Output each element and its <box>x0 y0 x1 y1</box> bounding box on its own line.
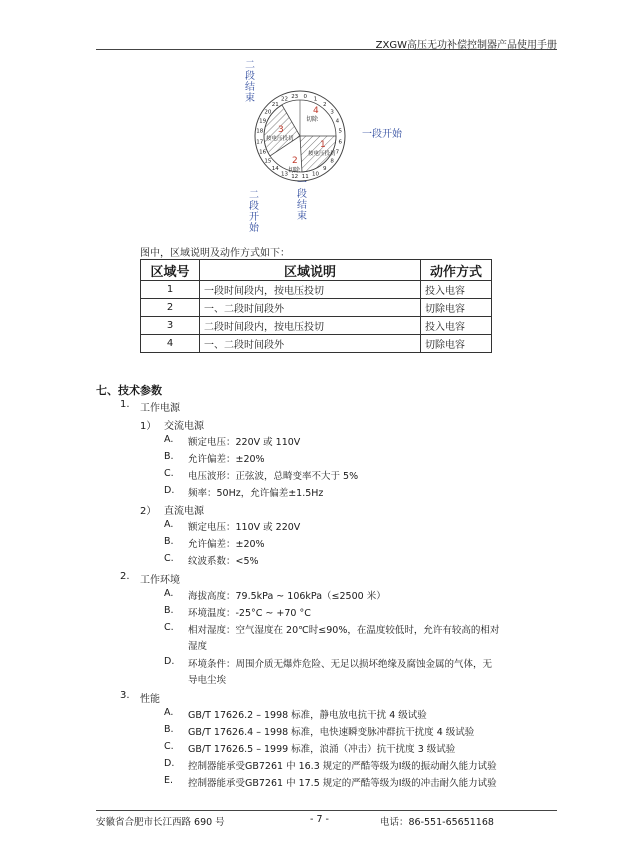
page-number: - 7 - <box>310 814 329 825</box>
power-label: 工作电源 <box>140 403 180 414</box>
table-caption: 图中，区域说明及动作方式如下： <box>140 248 290 259</box>
footer-address: 安徽省合肥市长江西路 690 号 <box>96 817 225 828</box>
list-item: 额定电压：110V 或 220V <box>188 522 301 533</box>
dial-tick-label: 3 <box>330 109 334 116</box>
dial-tick-label: 6 <box>338 139 342 146</box>
header-action: 动作方式 <box>421 260 492 281</box>
perf-num: 3. <box>120 690 130 701</box>
table-row: 4 一、二段时间段外 切除电容 <box>141 335 492 353</box>
list-item: 允许偏差：±20% <box>188 539 265 550</box>
dial-tick-label: 22 <box>281 96 288 103</box>
dial-tick-label: 21 <box>271 101 279 108</box>
dial-tick-label: 11 <box>301 174 309 181</box>
list-item-letter: D. <box>164 758 175 769</box>
list-item-letter: C. <box>164 468 174 479</box>
dial-tick-label: 8 <box>330 158 334 165</box>
dial-tick-label: 0 <box>303 93 308 100</box>
list-item-letter: D. <box>164 485 175 496</box>
power-num: 1. <box>120 399 130 410</box>
label-seg1-end: 一 段 结 束 <box>297 178 307 222</box>
dial-tick-label: 14 <box>271 166 279 173</box>
list-item: 允许偏差：±20% <box>188 454 265 465</box>
list-item: 额定电压：220V 或 110V <box>188 437 301 448</box>
header-rule <box>96 49 557 50</box>
perf-label: 性能 <box>140 694 160 705</box>
list-item-letter: D. <box>164 656 175 667</box>
region-table <box>140 259 492 353</box>
list-item-letter: A. <box>164 588 174 599</box>
table-row: 1 一段时间段内，按电压投切 投入电容 <box>141 281 492 299</box>
dial-tick-label: 1 <box>313 96 318 103</box>
dial-tick-label: 13 <box>281 171 288 178</box>
list-item-letter: C. <box>164 553 174 564</box>
dial-tick-label: 9 <box>322 166 327 173</box>
list-item: GB/T 17626.2 – 1998 标准，静电放电抗干扰 4 级试验 <box>188 710 427 721</box>
list-item-continued: 湿度 <box>188 641 208 652</box>
env-num: 2. <box>120 571 130 582</box>
list-item: 电压波形：正弦波，总畸变率不大于 5% <box>188 471 359 482</box>
list-item: 相对湿度：空气湿度在 20℃时≤90%，在温度较低时，允许有较高的相对 <box>188 625 500 636</box>
dial-tick-label: 16 <box>259 149 267 156</box>
header-title: ZXGW高压无功补偿控制器产品使用手册 <box>375 40 557 51</box>
dc-num: 2） <box>140 506 157 517</box>
list-item-letter: A. <box>164 519 174 530</box>
list-item-letter: B. <box>164 605 174 616</box>
dial-tick-label: 23 <box>291 93 299 100</box>
list-item: 控制器能承受GB7261 中 16.3 规定的严酷等级为Ⅰ级的振动耐久能力试验 <box>188 761 497 772</box>
list-item-letter: E. <box>164 775 174 786</box>
region-2-number: 2 <box>292 156 298 166</box>
dial-tick-label: 10 <box>312 171 319 178</box>
dial-tick-label: 4 <box>335 118 340 125</box>
list-item-letter: B. <box>164 536 174 547</box>
table-header-row <box>141 260 492 281</box>
dial-tick-label: 15 <box>264 158 272 165</box>
env-label: 工作环境 <box>140 575 180 586</box>
dial-tick-label: 17 <box>256 139 264 146</box>
dc-label: 直流电源 <box>164 506 204 517</box>
region-3-text: 按电压投切 <box>266 136 294 142</box>
label-seg1-start: 一段开始 <box>362 129 402 140</box>
dial-tick-label: 2 <box>322 101 327 108</box>
list-item: 海拔高度：79.5kPa ~ 106kPa（≤2500 米） <box>188 591 386 602</box>
dial-tick-label: 5 <box>338 128 342 135</box>
footer-rule <box>96 810 557 811</box>
ac-label: 交流电源 <box>164 421 204 432</box>
list-item: GB/T 17626.5 – 1999 标准，浪涌（冲击）抗干扰度 3 级试验 <box>188 744 456 755</box>
list-item: 控制器能承受GB7261 中 17.5 规定的严酷等级为Ⅰ级的冲击耐久能力试验 <box>188 778 497 789</box>
ac-num: 1） <box>140 421 157 432</box>
table-row: 3 二段时间段内，按电压投切 投入电容 <box>141 317 492 335</box>
list-item-letter: B. <box>164 451 174 462</box>
dial-tick-label: 7 <box>335 149 340 156</box>
region-1-text: 按电压投切 <box>308 151 336 157</box>
dial-tick-label: 19 <box>259 118 267 125</box>
region-2-text: 切除 <box>288 167 301 174</box>
list-item-letter: A. <box>164 707 174 718</box>
list-item-letter: C. <box>164 741 174 752</box>
label-seg2-start: 二 段 开 始 <box>249 190 259 234</box>
section-title: 七、技术参数 <box>96 384 162 397</box>
list-item: 环境条件：周围介质无爆炸危险、无足以损坏绝缘及腐蚀金属的气体，无 <box>188 659 493 670</box>
list-item-letter: B. <box>164 724 174 735</box>
region-3-number: 3 <box>278 125 284 135</box>
dial-tick-label: 20 <box>264 109 272 116</box>
list-item-letter: C. <box>164 622 174 633</box>
header-region-desc: 区域说明 <box>200 260 421 281</box>
label-seg2-end: 二 段 结 束 <box>245 60 255 104</box>
list-item-continued: 导电尘埃 <box>188 675 227 686</box>
list-item: GB/T 17626.4 – 1998 标准，电快速瞬变脉冲群抗干扰度 4 级试验 <box>188 727 475 738</box>
list-item: 纹波系数：<5% <box>188 556 259 567</box>
header-region-number: 区域号 <box>141 260 200 281</box>
table-row: 2 一、二段时间段外 切除电容 <box>141 299 492 317</box>
region-4-text: 切除 <box>306 116 319 123</box>
footer-phone: 电话：86-551-65651168 <box>380 817 494 828</box>
region-1-number: 1 <box>320 140 326 150</box>
list-item: 频率：50Hz，允许偏差±1.5Hz <box>188 488 324 499</box>
dial-tick-label: 12 <box>291 174 299 181</box>
list-item: 环境温度：-25°C ~ +70 °C <box>188 608 311 619</box>
time-zone-diagram <box>230 56 410 234</box>
dial-tick-label: 18 <box>256 128 264 135</box>
list-item-letter: A. <box>164 434 174 445</box>
region-4-number: 4 <box>313 106 319 116</box>
